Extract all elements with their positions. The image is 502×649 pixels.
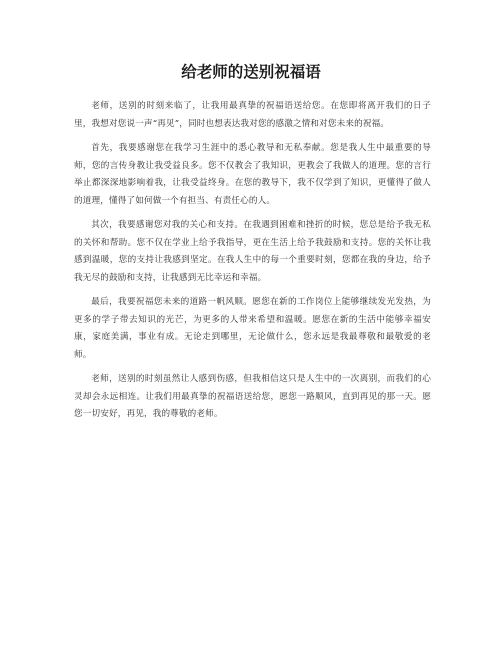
document-title: 给老师的送别祝福语: [181, 63, 321, 81]
paragraph-4: 最后，我要祝福您未来的道路一帆风顺。愿您在新的工作岗位上能够继续发光发热，为更多的学子带去知识的光芒，为更多的人带来希望和温暖。愿您在新的生活中能够幸福安康，家庭美满，事业有成。无论走到哪里，无论做什么，您永远是我最尊敬和最敬爱的老师。: [74, 297, 431, 360]
paragraph-5: 老师，送别的时刻虽然让人感到伤感，但我相信这只是人生中的一次离别，而我们的心灵却会永远相连。让我们用最真挚的祝福语送给您，愿您一路顺风，直到再见的那一天。愿您一切安好，再见，我的尊敬的老师。: [74, 374, 431, 419]
paragraph-2: 首先，我要感谢您在我学习生涯中的悉心教导和无私奉献。您是我人生中最重要的导师，您的言传身教让我受益良多。您不仅教会了我知识，更教会了我做人的道理。您的言行举止都深深地影响着我，让我受益终身。在您的教导下，我不仅学到了知识，更懂得了做人的道理，懂得了如何做一个有担当、有责任心的人。: [74, 143, 431, 206]
document-body: [74, 98, 431, 431]
paragraph-1: 老师，送别的时刻来临了，让我用最真挚的祝福语送给您。在您即将离开我们的日子里，我想对您说一声“再见”，同时也想表达我对您的感激之情和对您未来的祝福。: [74, 101, 431, 129]
paragraph-3: 其次，我要感谢您对我的关心和支持。在我遇到困难和挫折的时候，您总是给予我无私的关怀和帮助。您不仅在学业上给予我指导，更在生活上给予我鼓励和支持。您的关怀让我感到温暖，您的支持让我感到坚定。在我人生中的每一个重要时刻，您都在我的身边，给予我无尽的鼓励和支持，让我感到无比幸运和幸福。: [74, 220, 431, 283]
